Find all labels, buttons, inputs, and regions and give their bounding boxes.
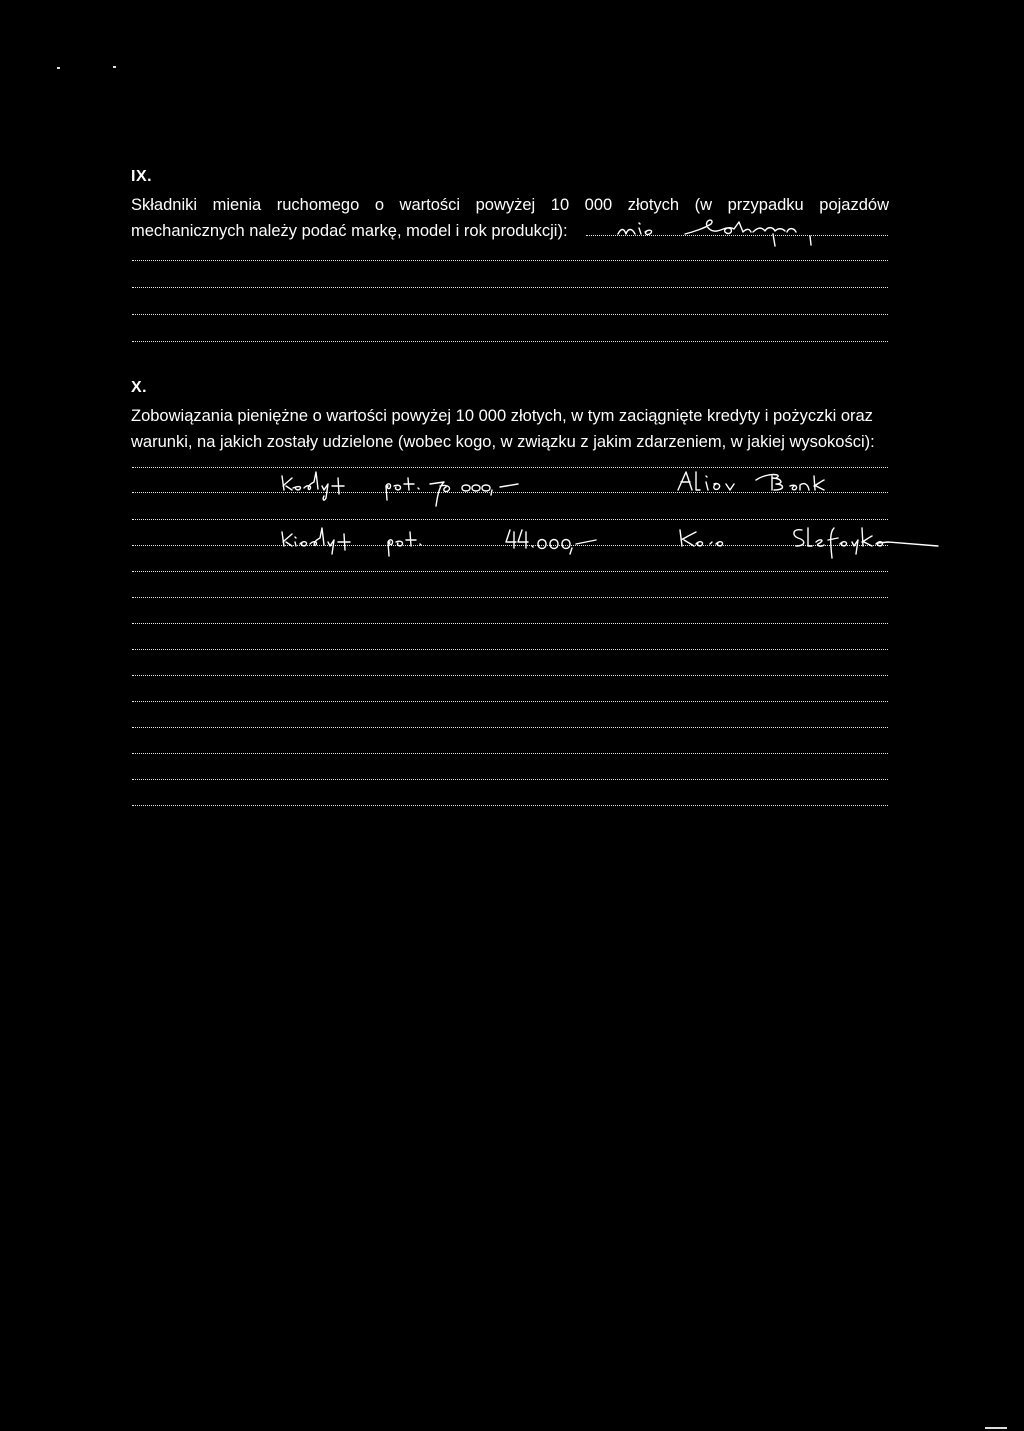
- answer-line: [132, 597, 888, 598]
- section-ix-text-line1: Składniki mienia ruchomego o wartości powyżej 10 000 złotych (w przypadku pojazdów: [131, 196, 889, 214]
- answer-line: [132, 675, 888, 676]
- answer-line: [132, 727, 888, 728]
- handwriting-entry-2: [278, 518, 968, 578]
- section-x-text-line2: warunki, na jakich zostały udzielone (wobec kogo, w związku z jakim zdarzeniem, w jakiej wysokości):: [131, 433, 875, 451]
- section-ix-number: IX.: [131, 168, 153, 185]
- section-x-text: [131, 403, 889, 455]
- answer-line: [132, 805, 888, 806]
- answer-line: [132, 779, 888, 780]
- scan-mark: [985, 1427, 1007, 1429]
- answer-line: [132, 623, 888, 624]
- answer-line: [132, 649, 888, 650]
- answer-line: [132, 701, 888, 702]
- scan-mark: [57, 67, 60, 69]
- section-x-text-line1: Zobowiązania pieniężne o wartości powyżej 10 000 złotych, w tym zaciągnięte kredyty i pożyczki oraz: [131, 407, 873, 425]
- answer-line: [132, 314, 888, 315]
- answer-line: [132, 260, 888, 261]
- handwriting-signature-ix: [615, 212, 880, 252]
- section-x-number: X.: [131, 379, 148, 396]
- handwriting-entry-1: [278, 462, 888, 508]
- answer-line: [132, 341, 888, 342]
- section-ix-text-line2: mechanicznych należy podać markę, model i rok produkcji):: [131, 222, 568, 240]
- answer-line: [132, 753, 888, 754]
- answer-line: [132, 287, 888, 288]
- scan-mark: [113, 66, 116, 68]
